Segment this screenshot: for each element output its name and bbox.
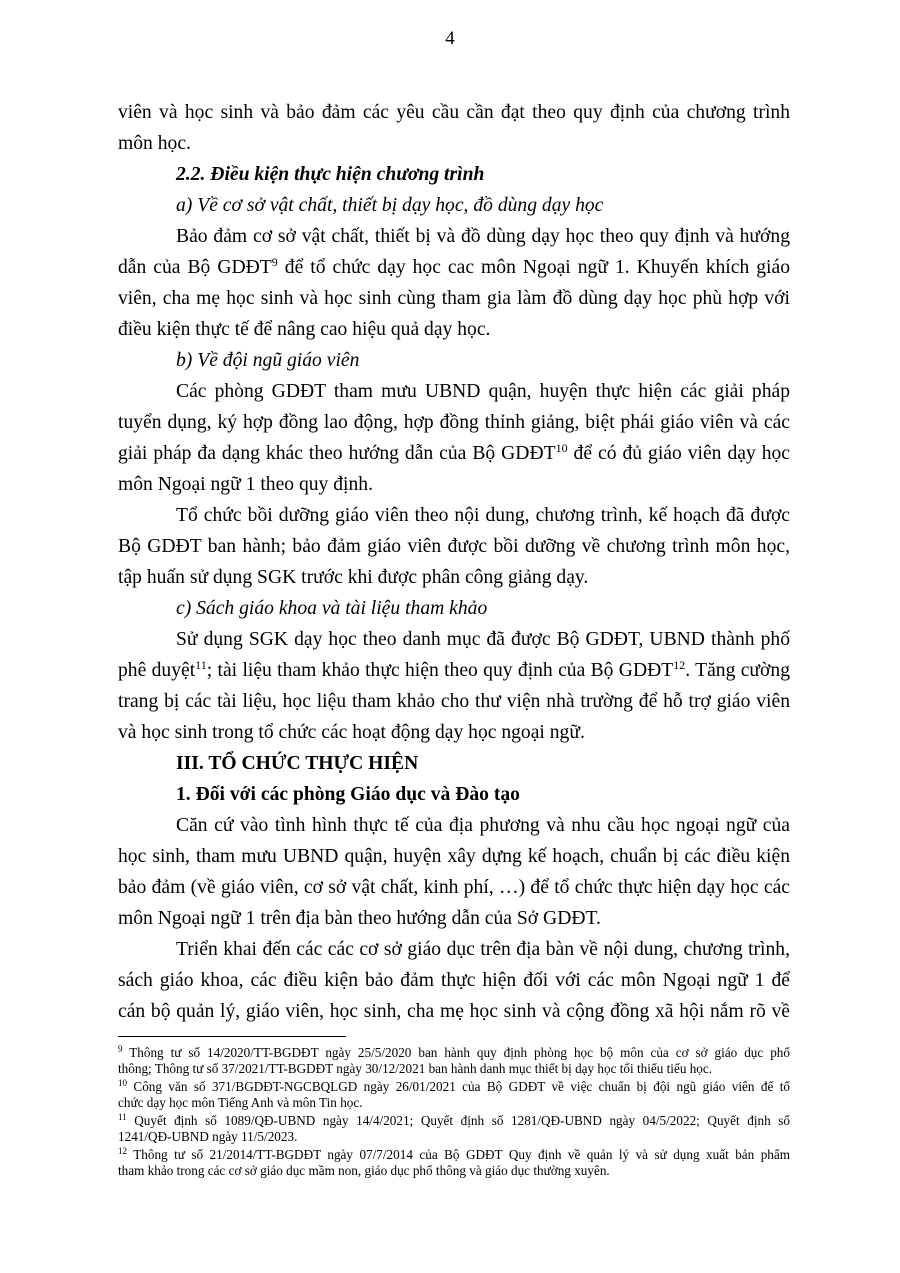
text: Công văn số 371/BGDĐT-NGCBQLGD ngày 26/01/2021 của Bộ GDĐT về việc chuẩn bị đội ngũ giáo viên để tổ <box>127 1079 790 1094</box>
text: giải pháp đa dạng khác theo hướng dẫn của Bộ GDĐT <box>118 443 556 464</box>
body-line: môn Ngoại ngữ 1 trên địa bàn theo hướng dẫn của Sở GDĐT. <box>118 908 601 929</box>
footnote-ref[interactable]: 11 <box>195 658 207 672</box>
footnote-ref[interactable]: 12 <box>673 658 686 672</box>
text: Thông tư số 14/2020/TT-BGDĐT ngày 25/5/2020 ban hành quy định phòng học bộ môn của cơ sở giáo dục phổ <box>122 1045 790 1060</box>
footnote-11-cont: 1241/QĐ-UBND ngày 11/5/2023. <box>118 1129 298 1144</box>
body-line: môn học. <box>118 133 191 154</box>
footnote-ref[interactable]: 10 <box>555 441 568 455</box>
body-line: cán bộ quản lý, giáo viên, học sinh, cha mẹ học sinh và cộng đồng xã hội nắm rõ về <box>118 1001 790 1022</box>
body-line: Sử dụng SGK dạy học theo danh mục đã được Bộ GDĐT, UBND thành phố <box>176 629 790 650</box>
footnote-ref[interactable]: 9 <box>271 255 278 269</box>
footnote-number: 11 <box>118 1112 127 1122</box>
body-line <box>118 256 790 280</box>
footnote-9 <box>118 1045 790 1061</box>
text: phê duyệt <box>118 660 196 681</box>
body-line: môn Ngoại ngữ 1 theo quy định. <box>118 474 373 495</box>
footnote-number: 12 <box>118 1146 127 1156</box>
footnote-separator <box>118 1036 346 1037</box>
body-line: viên, cha mẹ học sinh và học sinh cùng tham gia làm đồ dùng dạy học phù hợp với <box>118 288 790 309</box>
body-line: và học sinh trong tổ chức các hoạt động dạy học ngoại ngữ. <box>118 722 585 743</box>
body-line: viên và học sinh và bảo đảm các yêu cầu cần đạt theo quy định của chương trình <box>118 102 790 123</box>
body-line: Triển khai đến các các cơ sở giáo dục trên địa bàn về nội dung, chương trình, <box>176 939 790 960</box>
body-line: Căn cứ vào tình hình thực tế của địa phương và nhu cầu học ngoại ngữ của <box>176 815 790 836</box>
body-line: Các phòng GDĐT tham mưu UBND quận, huyện thực hiện các giải pháp <box>176 381 790 402</box>
body-line <box>118 442 790 466</box>
text: để tổ chức dạy học cac môn Ngoại ngữ 1. Khuyến khích giáo <box>277 257 790 278</box>
section-heading-III: III. TỔ CHỨC THỰC HIỆN <box>176 753 419 774</box>
text: . Tăng cường <box>685 660 790 681</box>
body-line <box>118 659 790 683</box>
footnote-number: 9 <box>118 1044 123 1054</box>
text: để có đủ giáo viên dạy học <box>567 443 790 464</box>
footnote-10-cont: chức dạy học môn Tiếng Anh và môn Tin học. <box>118 1095 363 1110</box>
footnote-12 <box>118 1147 790 1163</box>
text: dẫn của Bộ GDĐT <box>118 257 272 278</box>
footnote-10 <box>118 1079 790 1095</box>
footnote-9-cont: thông; Thông tư số 37/2021/TT-BGDĐT ngày 30/12/2021 ban hành danh mục thiết bị dạy học tối thiểu tiểu học. <box>118 1061 713 1076</box>
text: Quyết định số 1089/QĐ-UBND ngày 14/4/2021; Quyết định số 1281/QĐ-UBND ngày 04/5/2022; Quyết định số <box>126 1113 790 1128</box>
subheading-c: c) Sách giáo khoa và tài liệu tham khảo <box>176 598 488 619</box>
body-line: tuyển dụng, ký hợp đồng lao động, hợp đồng thỉnh giảng, biệt phái giáo viên và các <box>118 412 790 433</box>
body-line: Bộ GDĐT ban hành; bảo đảm giáo viên được bồi dưỡng về chương trình môn học, <box>118 536 790 557</box>
footnote-11 <box>118 1113 790 1129</box>
body-line: Bảo đảm cơ sở vật chất, thiết bị và đồ dùng dạy học theo quy định và hướng <box>176 226 790 247</box>
footnote-number: 10 <box>118 1078 127 1088</box>
body-line: điều kiện thực tế để nâng cao hiệu quả dạy học. <box>118 319 491 340</box>
subheading-a: a) Về cơ sở vật chất, thiết bị dạy học, đồ dùng dạy học <box>176 195 604 216</box>
text: ; tài liệu tham khảo thực hiện theo quy định của Bộ GDĐT <box>206 660 674 681</box>
footnote-12-cont: tham khảo trong các cơ sở giáo dục mầm non, giáo dục phổ thông và giáo dục thường xuyên. <box>118 1163 610 1178</box>
text: Thông tư số 21/2014/TT-BGDĐT ngày 07/7/2014 của Bộ GDĐT Quy định về quản lý và sử dụng xuất bản phẩm <box>127 1147 790 1162</box>
subheading-b: b) Về đội ngũ giáo viên <box>176 350 360 371</box>
body-line: bảo đảm (về giáo viên, cơ sở vật chất, kinh phí, …) để tổ chức thực hiện dạy học các <box>118 877 790 898</box>
body-line: tập huấn sử dụng SGK trước khi được phân công giảng dạy. <box>118 567 589 588</box>
body-line: Tổ chức bồi dưỡng giáo viên theo nội dung, chương trình, kế hoạch đã được <box>176 505 790 526</box>
section-heading-2-2: 2.2. Điều kiện thực hiện chương trình <box>176 164 485 185</box>
body-line: trang bị các tài liệu, học liệu tham khảo cho thư viện nhà trường để hỗ trợ giáo viên <box>118 691 790 712</box>
body-line: sách giáo khoa, các điều kiện bảo đảm thực hiện đối với các môn Ngoại ngữ 1 để <box>118 970 790 991</box>
body-line: học sinh, tham mưu UBND quận, huyện xây dựng kế hoạch, chuẩn bị các điều kiện <box>118 846 790 867</box>
page-number: 4 <box>445 28 455 49</box>
section-heading-1: 1. Đối với các phòng Giáo dục và Đào tạo <box>176 784 520 805</box>
